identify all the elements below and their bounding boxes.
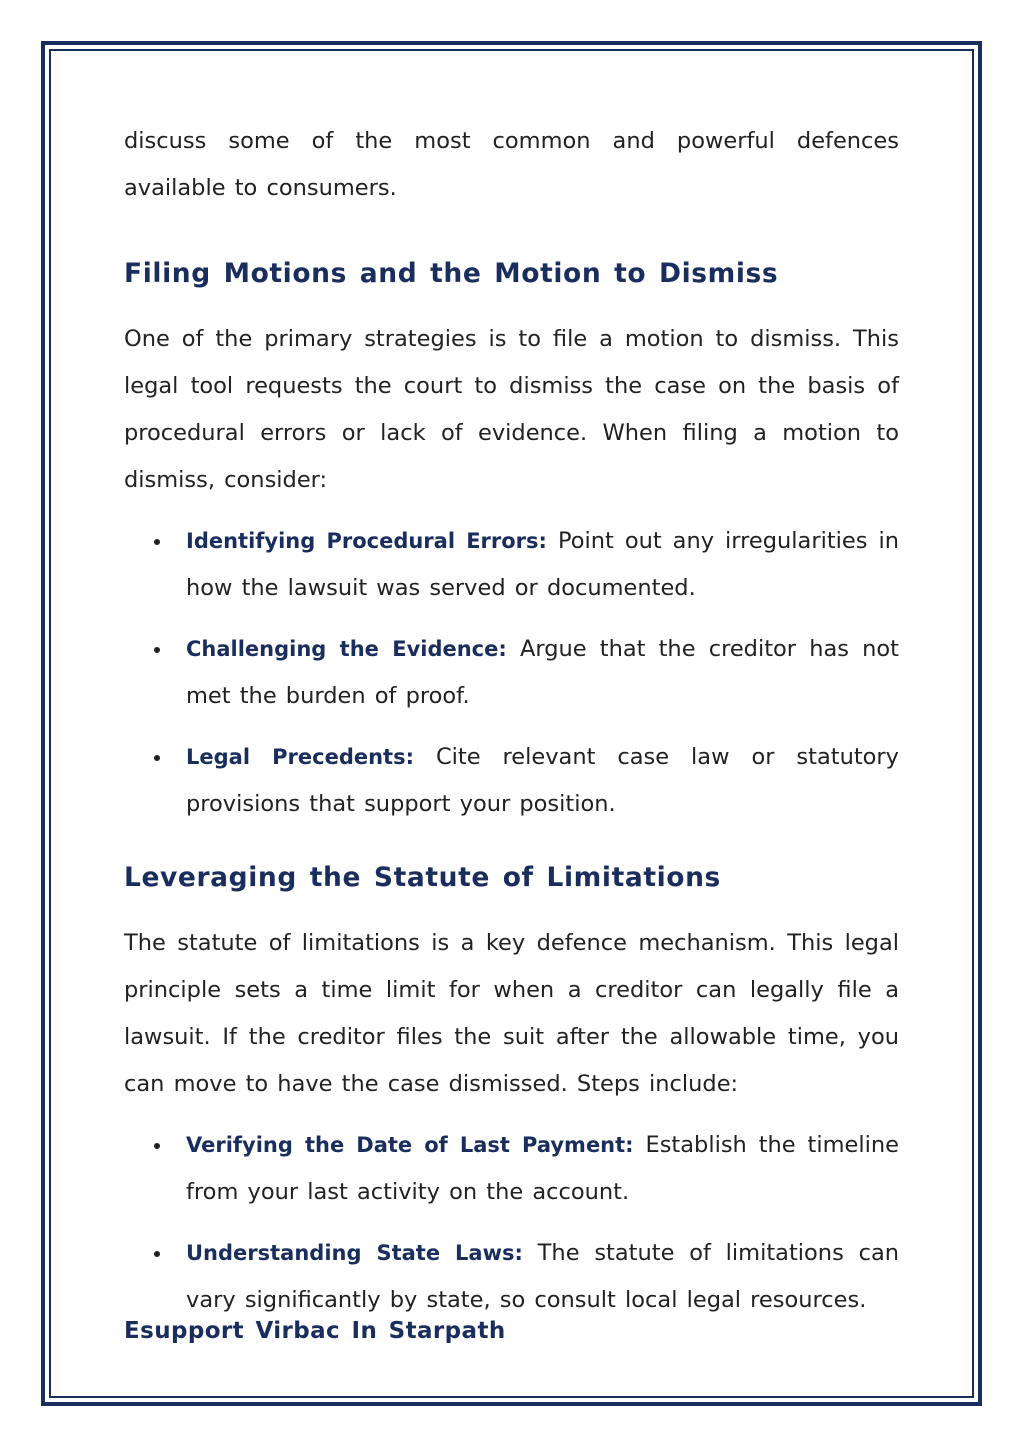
document-content: [124, 118, 899, 1324]
section-paragraph-motion-to-dismiss: One of the primary strategies is to file a motion to dismiss. This legal tool requests the court to dismiss the case on the basis of procedural errors or lack of evidence. When filing a motion to dismiss, consider:: [124, 326, 899, 493]
list-item-label: Challenging the Evidence:: [186, 637, 507, 661]
section-heading-motion-to-dismiss: Filing Motions and the Motion to Dismiss: [124, 258, 779, 289]
list-item-label: Understanding State Laws:: [186, 1241, 523, 1265]
footer-title: Esupport Virbac In Starpath: [124, 1318, 506, 1344]
bullet-list-statute-of-limitations: [124, 1122, 899, 1324]
list-item: [186, 1122, 899, 1216]
bullet-icon: [154, 755, 160, 761]
list-item-text: Point out any irregularities in how the lawsuit was served or documented.: [186, 528, 899, 601]
bullet-icon: [154, 539, 160, 545]
list-item-text: Establish the timeline from your last activity on the account.: [186, 1132, 899, 1205]
list-item: [186, 734, 899, 828]
section-heading-statute-of-limitations: Leveraging the Statute of Limitations: [124, 862, 721, 893]
bullet-icon: [154, 647, 160, 653]
bullet-icon: [154, 1251, 160, 1257]
section-paragraph-statute-of-limitations: The statute of limitations is a key defence mechanism. This legal principle sets a time limit for when a creditor can legally file a lawsuit. If the creditor files the suit after the allowable time, you can move to have the case dismissed. Steps include:: [124, 930, 899, 1097]
list-item: [186, 626, 899, 720]
bullet-icon: [154, 1143, 160, 1149]
list-item-text: Cite relevant case law or statutory provisions that support your position.: [186, 744, 900, 817]
list-item-text: The statute of limitations can vary significantly by state, so consult local legal resources.: [186, 1240, 900, 1313]
intro-paragraph: discuss some of the most common and powerful defences available to consumers.: [124, 128, 899, 201]
bullet-list-motion-to-dismiss: [124, 518, 899, 828]
list-item-label: Identifying Procedural Errors:: [186, 529, 547, 553]
list-item-label: Legal Precedents:: [186, 745, 414, 769]
list-item-text: Argue that the creditor has not met the burden of proof.: [186, 636, 899, 709]
list-item: [186, 1230, 899, 1324]
list-item-label: Verifying the Date of Last Payment:: [186, 1133, 634, 1157]
list-item: [186, 518, 899, 612]
